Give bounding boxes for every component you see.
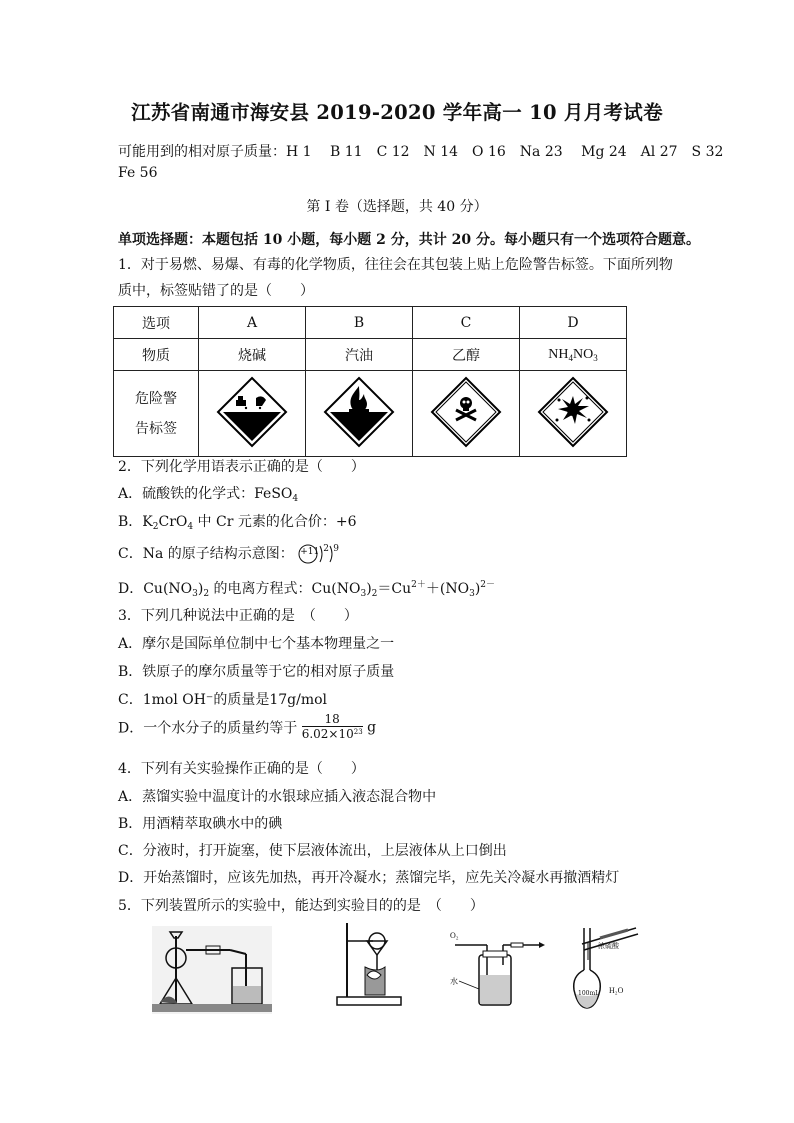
q2-stem: 2．下列化学用语表示正确的是（ ） <box>118 459 365 475</box>
q3-option-b: B．铁原子的摩尔质量等于它的相对原子质量 <box>118 664 395 680</box>
q3-option-a: A．摩尔是国际单位制中七个基本物理量之一 <box>118 636 395 652</box>
label-row-text: 危险警 <box>135 390 177 407</box>
q2-option-a <box>118 483 298 503</box>
label-row-label <box>114 371 199 457</box>
option-text: 的电离方程式：Cu(NO <box>209 581 361 597</box>
formula-subscript: 4 <box>187 522 194 532</box>
formula-subscript: 2 <box>203 589 210 599</box>
option-text: ＋(NO <box>425 581 470 597</box>
atomic-masses-line2: Fe 56 <box>118 165 158 181</box>
option-text: D．一个水分子的质量约等于 <box>118 720 298 737</box>
q3-stem: 3．下列几种说法中正确的是 （ ） <box>118 608 358 624</box>
q2-option-c <box>118 543 340 565</box>
q3-option-c: C．1mol OH⁻的质量是17g/mol <box>118 692 328 708</box>
apparatus-b-image <box>333 919 405 1009</box>
option-text: C．Na 的原子结构示意图： <box>118 546 294 562</box>
formula-subscript: 3 <box>469 589 475 599</box>
table-header-cell: A <box>199 307 306 339</box>
option-text: D．Cu(NO <box>118 581 193 597</box>
option-text: ) <box>366 581 372 597</box>
option-text: ) <box>474 581 481 597</box>
unit-text: g <box>367 719 377 736</box>
fraction-denominator <box>302 727 363 743</box>
water-label: 水 <box>450 977 458 986</box>
q4-stem: 4．下列有关实验操作正确的是（ ） <box>118 761 365 777</box>
atom-shell-label: 2 <box>323 544 329 554</box>
q3-option-d <box>118 712 376 743</box>
corrosive-icon <box>216 376 288 448</box>
q4-option-a: A．蒸馏实验中温度计的水银球应插入液态混合物中 <box>118 789 437 805</box>
table-header-cell: 选项 <box>114 307 199 339</box>
option-text: ＝Cu <box>377 581 412 597</box>
substance-cell: 烧碱 <box>199 339 306 371</box>
substance-cell: 汽油 <box>306 339 413 371</box>
atomic-masses-line1: 可能用到的相对原子质量：H 1 B 11 C 12 N 14 O 16 Na 23 Mg 24 Al 27 S 32 <box>118 144 724 160</box>
exponent: 23 <box>353 728 363 736</box>
q4-option-c: C．分液时，打开旋塞，使下层液体流出，上层液体从上口倒出 <box>118 843 507 859</box>
formula-subscript: 2 <box>152 522 159 532</box>
formula-subscript: 2 <box>371 589 378 599</box>
formula-subscript: 3 <box>593 352 598 363</box>
atom-shell-label: 9 <box>333 544 339 554</box>
option-text: B．K <box>118 514 153 530</box>
apparatus-a-image <box>150 924 274 1016</box>
flask-volume-label: 100mL <box>578 990 600 997</box>
formula-part: NO <box>573 346 594 362</box>
instruction-text: 单项选择题：本题包括 10 小题，每小题 2 分，共计 20 分。每小题只有一个选项符合题意。 <box>118 232 700 248</box>
label-row-text: 告标签 <box>135 420 177 437</box>
formula-part: NH <box>548 346 569 362</box>
apparatus-d-image <box>570 924 646 1016</box>
q2-option-b <box>118 511 357 531</box>
option-text: A．硫酸铁的化学式：FeSO <box>118 486 293 502</box>
fraction <box>302 712 363 743</box>
toxic-label-cell <box>413 371 520 457</box>
q4-option-b: B．用酒精萃取碘水中的碘 <box>118 816 283 832</box>
table-header-cell: C <box>413 307 520 339</box>
q4-option-d: D．开始蒸馏时，应该先加热，再开冷凝水；蒸馏完毕，应先关冷凝水再撤酒精灯 <box>118 870 620 886</box>
h2o-label: H₂O <box>609 986 624 995</box>
hazard-table <box>113 306 627 457</box>
flammable-icon <box>323 376 395 448</box>
option-text: ) <box>197 581 204 597</box>
q2-option-d <box>118 578 495 598</box>
o2-label: O₂ <box>450 931 459 940</box>
formula-subscript: 4 <box>292 494 299 504</box>
atom-structure-diagram <box>298 543 340 565</box>
page-title: 江苏省南通市海安县 2019-2020 学年高一 10 月月考试卷 <box>131 101 663 124</box>
q1-stem-line2: 质中，标签贴错了的是（ ） <box>118 283 314 299</box>
substance-row-label: 物质 <box>114 339 199 371</box>
denominator-text: 6.02×10 <box>301 727 354 741</box>
table-header-cell: B <box>306 307 413 339</box>
option-text: 中 Cr 元素的化合价：+6 <box>193 514 357 530</box>
substance-cell-nh4no3 <box>520 339 627 371</box>
formula-subscript: 3 <box>192 589 198 599</box>
flammable-label-cell <box>306 371 413 457</box>
option-text: CrO <box>158 514 188 530</box>
acid-label: 浓硫酸 <box>598 942 619 950</box>
q1-stem-line1: 1．对于易燃、易爆、有毒的化学物质，往往会在其包装上贴上危险警告标签。下面所列物 <box>118 257 673 273</box>
formula-superscript: 2－ <box>480 580 496 590</box>
q5-stem: 5．下列装置所示的实验中，能达到实验目的的是 （ ） <box>118 898 484 914</box>
explosive-label-cell <box>520 371 627 457</box>
fraction-numerator: 18 <box>302 712 363 727</box>
explosive-icon <box>537 376 609 448</box>
toxic-icon <box>430 376 502 448</box>
corrosive-label-cell <box>199 371 306 457</box>
formula-subscript: 3 <box>360 589 367 599</box>
table-header-cell: D <box>520 307 627 339</box>
substance-cell: 乙醇 <box>413 339 520 371</box>
apparatus-c-image <box>445 927 545 1013</box>
formula-superscript: 2＋ <box>411 580 426 590</box>
section-heading: 第 I 卷（选择题，共 40 分） <box>306 199 488 215</box>
formula-subscript: 4 <box>568 352 573 363</box>
atom-nucleus-label: +11 <box>300 547 320 557</box>
